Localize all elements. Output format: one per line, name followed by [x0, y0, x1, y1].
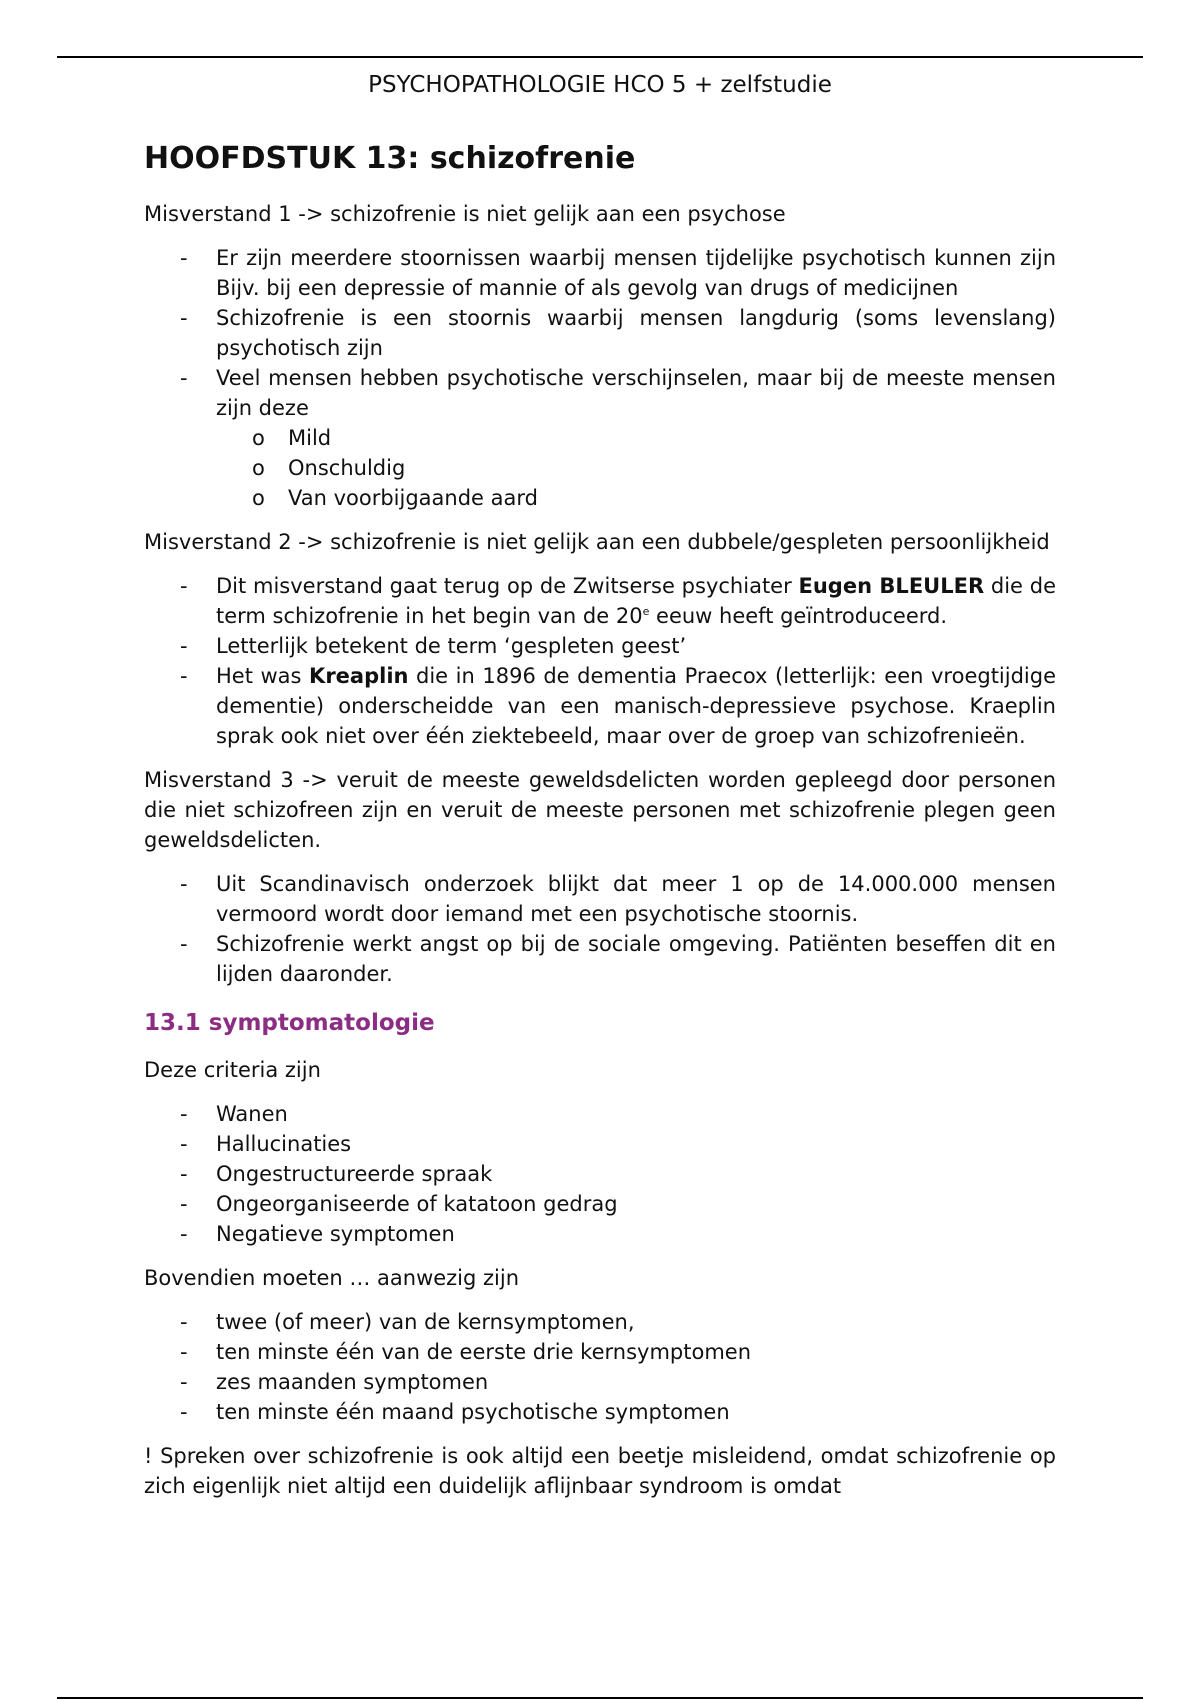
- dash-bullet: -: [180, 1400, 188, 1424]
- list-item: - Het was Kreaplin die in 1896 de dementia Praecox (letterlijk: een vroegtijdige dementie) onderscheidde van een manisch-depressieve psychose. Kraeplin sprak ook niet over één ziektebeeld, maar over de groep van schizofrenieën.: [144, 661, 1056, 751]
- circle-bullet: o: [252, 486, 265, 510]
- dash-bullet: -: [180, 246, 188, 270]
- chapter-title: HOOFDSTUK 13: schizofrenie: [144, 141, 636, 176]
- misverstand-2-list: [144, 571, 1056, 751]
- circle-bullet: o: [252, 426, 265, 450]
- list-item: - Letterlijk betekent de term ‘gespleten geest’: [144, 631, 1056, 661]
- requirements-list: [144, 1307, 1056, 1427]
- misverstand-3-list: [144, 869, 1056, 989]
- list-item: - Schizofrenie werkt angst op bij de sociale omgeving. Patiënten beseffen dit en lijden daaronder.: [144, 929, 1056, 989]
- closing-note: ! Spreken over schizofrenie is ook altijd een beetje misleidend, omdat schizofrenie op zich eigenlijk niet altijd een duidelijk aflijnbaar syndroom is omdat: [144, 1444, 1056, 1498]
- list-item: - Dit misverstand gaat terug op de Zwitserse psychiater Eugen BLEULER die de term schizofrenie in het begin van de 20e eeuw heeft geïntroduceerd.: [144, 571, 1056, 631]
- header-rule: [57, 56, 1143, 58]
- list-item: - ten minste één van de eerste drie kernsymptomen: [144, 1337, 1056, 1367]
- dash-bullet: -: [180, 932, 188, 956]
- list-item: - zes maanden symptomen: [144, 1367, 1056, 1397]
- list-item: - Negatieve symptomen: [144, 1219, 1056, 1249]
- page-content: [144, 138, 1056, 1515]
- misverstand-2: Misverstand 2 -> schizofrenie is niet gelijk aan een dubbele/gespleten persoonlijkheid: [144, 530, 1050, 554]
- dash-bullet: -: [180, 366, 188, 390]
- name-bleuler: Eugen BLEULER: [798, 574, 985, 598]
- name-kreaplin: Kreaplin: [309, 664, 409, 688]
- sub-list-item: o Van voorbijgaande aard: [216, 483, 1056, 513]
- dash-bullet: -: [180, 1102, 188, 1126]
- list-item: - Uit Scandinavisch onderzoek blijkt dat meer 1 op de 14.000.000 mensen vermoord wordt door iemand met een psychotische stoornis.: [144, 869, 1056, 929]
- dash-bullet: -: [180, 634, 188, 658]
- sub-list-item: o Mild: [216, 423, 1056, 453]
- misverstand-1-list: [144, 243, 1056, 513]
- dash-bullet: -: [180, 872, 188, 896]
- list-item: - Veel mensen hebben psychotische verschijnselen, maar bij de meeste mensen zijn deze o Mild o Onschuldig o Van voorbijgaande aard: [144, 363, 1056, 513]
- dash-bullet: -: [180, 1310, 188, 1334]
- dash-bullet: -: [180, 1192, 188, 1216]
- misverstand-1: Misverstand 1 -> schizofrenie is niet gelijk aan een psychose: [144, 202, 786, 226]
- running-header: PSYCHOPATHOLOGIE HCO 5 + zelfstudie: [368, 72, 832, 98]
- list-item: - Schizofrenie is een stoornis waarbij mensen langdurig (soms levenslang) psychotisch zijn: [144, 303, 1056, 363]
- dash-bullet: -: [180, 1222, 188, 1246]
- sub-list-item: o Onschuldig: [216, 453, 1056, 483]
- misverstand-3: Misverstand 3 -> veruit de meeste geweldsdelicten worden gepleegd door personen die niet schizofreen zijn en veruit de meeste personen met schizofrenie plegen geen geweldsdelicten.: [144, 768, 1056, 852]
- sub-list: [216, 423, 1056, 513]
- dash-bullet: -: [180, 1132, 188, 1156]
- circle-bullet: o: [252, 456, 265, 480]
- dash-bullet: -: [180, 1370, 188, 1394]
- list-item: - Hallucinaties: [144, 1129, 1056, 1159]
- dash-bullet: -: [180, 664, 188, 688]
- dash-bullet: -: [180, 306, 188, 330]
- dash-bullet: -: [180, 574, 188, 598]
- list-item: - ten minste één maand psychotische symptomen: [144, 1397, 1056, 1427]
- requirements-intro: Bovendien moeten … aanwezig zijn: [144, 1266, 520, 1290]
- criteria-list: [144, 1099, 1056, 1249]
- section-heading: 13.1 symptomatologie: [144, 1010, 435, 1036]
- list-item: - twee (of meer) van de kernsymptomen,: [144, 1307, 1056, 1337]
- footer-rule: [57, 1697, 1143, 1699]
- dash-bullet: -: [180, 1340, 188, 1364]
- criteria-intro: Deze criteria zijn: [144, 1058, 321, 1082]
- list-item: - Ongestructureerde spraak: [144, 1159, 1056, 1189]
- list-item: - Er zijn meerdere stoornissen waarbij mensen tijdelijke psychotisch kunnen zijn Bijv. bij een depressie of mannie of als gevolg van drugs of medicijnen: [144, 243, 1056, 303]
- list-item: - Wanen: [144, 1099, 1056, 1129]
- dash-bullet: -: [180, 1162, 188, 1186]
- list-item: - Ongeorganiseerde of katatoon gedrag: [144, 1189, 1056, 1219]
